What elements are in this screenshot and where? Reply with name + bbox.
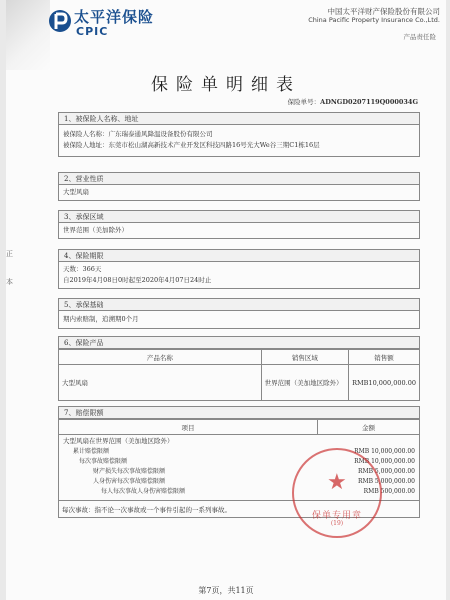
document-type: 产品责任险 (403, 33, 436, 41)
column-header-amount: 金额 (318, 420, 420, 435)
side-mark: 正 (6, 250, 13, 258)
insured-name: 被保险人名称：广东瑞泰通风降温设备股份有限公司 (63, 130, 213, 138)
brand-name-en: CPIC (76, 25, 109, 38)
cpic-logo-icon (48, 8, 72, 38)
company-name-en: China Pacific Property Insurance Co.,Ltd. (308, 16, 440, 24)
company-seal (292, 448, 382, 538)
limit-label: 人身伤害每次事故赔偿限额 (93, 478, 166, 485)
limit-label: 每次事故赔偿限额 (79, 458, 128, 465)
product-name-cell: 大型风扇 (59, 365, 262, 401)
section-1-body (58, 125, 420, 157)
company-name-cn: 中国太平洋财产保险股份有限公司 (327, 7, 440, 16)
products-table (58, 349, 420, 401)
column-header-region: 销售区域 (261, 350, 348, 365)
limits-note: 每次事故：指不论一次事故或一个事件引起的一系列事故。 (59, 501, 420, 518)
limits-scope: 大型风扇在世界范围（美加地区除外） (63, 437, 174, 445)
policy-days: 天数：366天 (63, 265, 102, 273)
column-header-item: 项目 (59, 420, 318, 435)
side-marks (6, 240, 13, 296)
limit-amount: RMB 10,000,000.00 (354, 458, 415, 465)
limit-amount: RMB 5,000,000.00 (357, 478, 415, 485)
limit-label: 每人每次事故人身伤害赔偿限额 (101, 488, 186, 495)
limit-label: 累计赔偿限额 (73, 448, 110, 455)
limit-amount: RMB 500,000.00 (363, 488, 415, 495)
business-nature: 大型风扇 (63, 188, 89, 196)
policy-number (288, 97, 418, 106)
insured-address: 被保险人地址：东莞市松山湖高新技术产业开发区科技四路16号光大We谷三期C1栋16层 (63, 141, 320, 149)
policy-number-value: ADNGD0207119Q000034G (320, 98, 418, 106)
policy-number-label: 保险单号： (287, 98, 321, 106)
page-footer: 第7页，共11页 (198, 586, 254, 595)
seal-star-icon: ★ (327, 470, 347, 495)
product-sales-cell: RMB10,000,000.00 (349, 365, 420, 401)
coverage-basis: 期内索赔制，追溯期0个月 (63, 315, 139, 323)
column-header-sales: 销售额 (349, 350, 420, 365)
side-mark: 本 (6, 278, 13, 286)
page-title: 保险单明细表 (151, 75, 301, 95)
limit-row (59, 447, 419, 457)
section-4-body (58, 262, 420, 289)
limit-amount: RMB 10,000,000.00 (354, 448, 415, 455)
section-3-heading: 3、承保区域 (58, 210, 420, 223)
seal-label: 保单专用章 (311, 511, 362, 521)
column-header-product: 产品名称 (59, 350, 262, 365)
seal-number: (19) (330, 520, 344, 527)
brand-name-cn: 太平洋保险 (74, 8, 155, 26)
section-1-heading: 1、被保险人名称、地址 (58, 112, 420, 125)
section-7-heading: 7、赔偿限额 (58, 406, 420, 419)
coverage-territory: 世界范围（美加除外） (63, 226, 128, 234)
table-row (59, 365, 420, 401)
section-2-heading: 2、营业性质 (58, 172, 420, 185)
section-5-heading: 5、承保基础 (58, 298, 420, 311)
section-3-body (58, 223, 420, 239)
product-region-cell: 世界范围（美加地区除外） (261, 365, 348, 401)
section-6-heading: 6、保险产品 (58, 336, 420, 349)
limit-label: 财产损失每次事故赔偿限额 (93, 468, 166, 475)
header (6, 0, 446, 50)
section-2-body (58, 185, 420, 201)
policy-page (6, 0, 446, 600)
limit-amount: RMB 5,000,000.00 (357, 468, 415, 475)
section-4-heading: 4、保险期限 (58, 249, 420, 262)
policy-period: 自2019年4月08日0时起至2020年4月07日24时止 (63, 276, 212, 284)
section-5-body (58, 311, 420, 329)
